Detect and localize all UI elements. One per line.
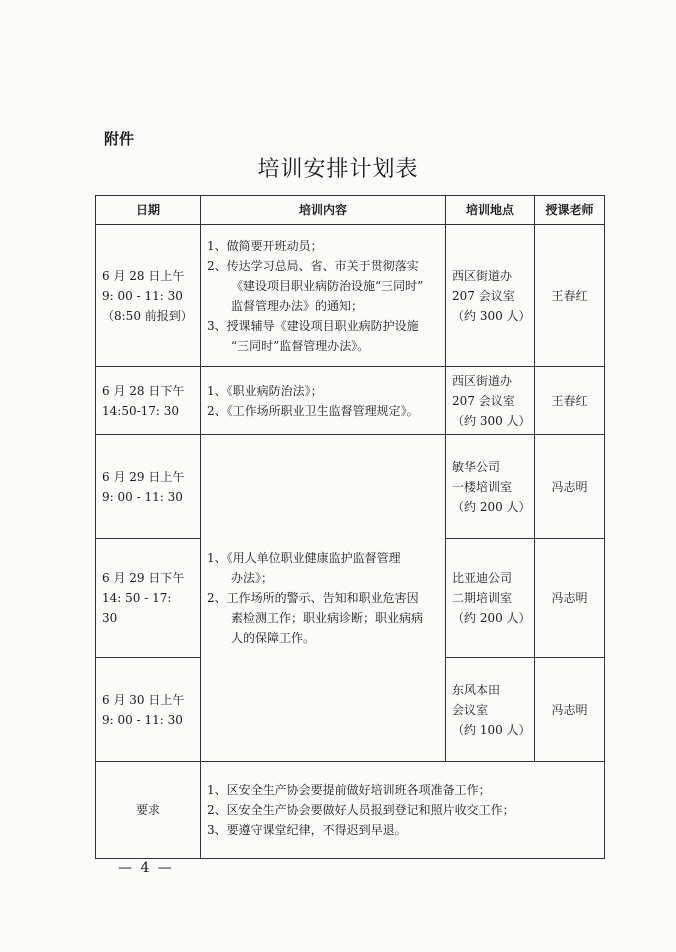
place-line: 东风本田 xyxy=(452,682,501,697)
date-line: 6 月 29 日上午 xyxy=(102,469,185,484)
requirement-item: 1、区安全生产协会要提前做好培训班各项准备工作； xyxy=(207,783,491,797)
place-line: 207 会议室 xyxy=(452,393,515,408)
content-line: “三同时”监督管理办法》。 xyxy=(231,338,370,353)
header-content: 培训内容 xyxy=(201,196,446,225)
content-line: 2、传达学习总局、省、市关于贯彻落实 xyxy=(207,258,419,273)
date-line: 9: 00 - 11: 30 xyxy=(102,489,183,504)
header-place: 培训地点 xyxy=(446,196,535,225)
place-cell xyxy=(446,225,535,367)
content-line: 1、《用人单位职业健康监护监督管理 xyxy=(207,551,401,565)
place-line: （约 300 人） xyxy=(452,413,531,428)
requirement-item: 3、要遵守课堂纪律，不得迟到早退。 xyxy=(207,823,407,837)
content-line: 监督管理办法》的通知； xyxy=(231,298,364,313)
content-line: 2、工作场所的警示、告知和职业危害因 xyxy=(207,591,419,605)
page-number: — 4 — xyxy=(118,860,174,876)
teacher-cell: 冯志明 xyxy=(535,658,605,762)
place-cell xyxy=(446,539,535,658)
place-line: 207 会议室 xyxy=(452,288,515,303)
date-line: 6 月 28 日下午 xyxy=(102,383,185,398)
place-line: （约 100 人） xyxy=(452,722,531,737)
place-line: 西区街道办 xyxy=(452,373,513,388)
place-line: 二期培训室 xyxy=(452,591,513,605)
content-line: 1、《职业病防治法》； xyxy=(207,383,323,398)
date-line: 6 月 30 日上午 xyxy=(102,692,185,707)
place-line: 一楼培训室 xyxy=(452,479,513,494)
content-line: 办法》； xyxy=(231,571,274,585)
teacher-cell: 王春红 xyxy=(535,367,605,435)
date-line: 6 月 28 日上午 xyxy=(102,268,185,283)
date-line: 14:50-17: 30 xyxy=(102,403,180,418)
date-cell xyxy=(96,225,201,367)
requirements-row xyxy=(96,762,605,859)
requirement-item: 2、区安全生产协会要做好人员报到登记和照片收交工作； xyxy=(207,803,515,817)
place-line: 西区街道办 xyxy=(452,268,513,283)
content-cell xyxy=(201,367,446,435)
header-date: 日期 xyxy=(96,196,201,225)
content-line: 1、做简要开班动员； xyxy=(207,238,323,253)
place-line: 敏华公司 xyxy=(452,459,501,474)
teacher-cell: 冯志明 xyxy=(535,539,605,658)
place-line: （约 200 人） xyxy=(452,499,531,514)
training-schedule-table xyxy=(95,195,605,859)
date-cell xyxy=(96,367,201,435)
place-cell xyxy=(446,658,535,762)
content-line: 3、授课辅导《建设项目职业病防护设施 xyxy=(207,318,419,333)
requirements-cell xyxy=(201,762,605,859)
table-row xyxy=(96,225,605,367)
place-line: （约 200 人） xyxy=(452,611,531,625)
content-line: 人的保障工作。 xyxy=(231,631,316,645)
teacher-cell: 王春红 xyxy=(535,225,605,367)
content-line: 《建设项目职业病防治设施“三同时” xyxy=(231,278,424,293)
place-cell xyxy=(446,367,535,435)
place-line: （约 300 人） xyxy=(452,308,531,323)
date-cell xyxy=(96,658,201,762)
requirements-label: 要求 xyxy=(96,762,201,859)
content-line: 2、《工作场所职业卫生监督管理规定》。 xyxy=(207,403,419,418)
table-header-row xyxy=(96,196,605,225)
shared-content-cell xyxy=(201,435,446,762)
table-row xyxy=(96,435,605,539)
table-row xyxy=(96,367,605,435)
date-cell xyxy=(96,539,201,658)
header-teacher: 授课老师 xyxy=(535,196,605,225)
teacher-cell: 冯志明 xyxy=(535,435,605,539)
date-line: 9: 00 - 11: 30 xyxy=(102,288,183,303)
content-cell xyxy=(201,225,446,367)
content-line: 素检测工作；职业病诊断；职业病病 xyxy=(231,611,424,625)
date-line: 14: 50 - 17: xyxy=(102,591,172,605)
place-line: 会议室 xyxy=(452,702,489,717)
date-line: 6 月 29 日下午 xyxy=(102,571,185,585)
place-line: 比亚迪公司 xyxy=(452,571,513,585)
date-line: （8:50 前报到） xyxy=(102,308,193,323)
attachment-label: 附件 xyxy=(104,130,135,148)
document-title: 培训安排计划表 xyxy=(257,157,419,182)
date-cell xyxy=(96,435,201,539)
date-line: 9: 00 - 11: 30 xyxy=(102,712,183,727)
date-line: 30 xyxy=(102,611,118,625)
place-cell xyxy=(446,435,535,539)
